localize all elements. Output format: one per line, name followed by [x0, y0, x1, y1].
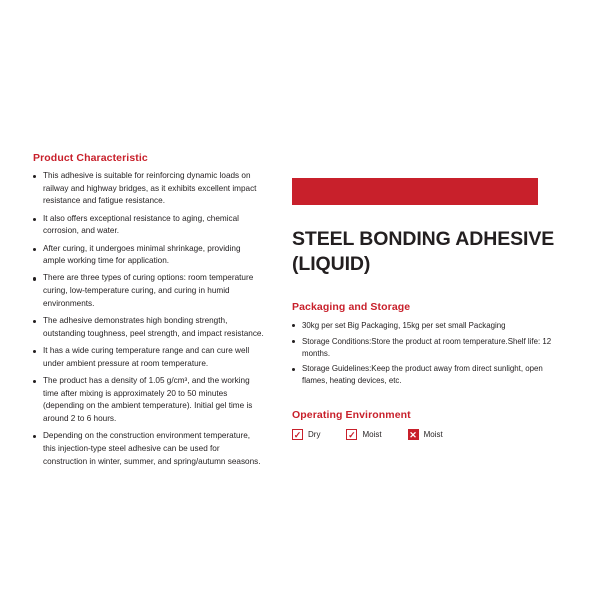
operating-environment-section: [292, 409, 568, 440]
section-title-packaging-and-storage: Packaging and Storage: [292, 300, 411, 313]
packaging-and-storage-list: [292, 320, 568, 387]
list-item: Storage Conditions:Store the product at room temperature.Shelf life: 12 months.: [292, 336, 568, 360]
check-icon: ✓: [293, 430, 302, 441]
list-item: 30kg per set Big Packaging, 15kg per set small Packaging: [292, 320, 568, 332]
accent-bar: [292, 178, 538, 205]
list-item: The adhesive demonstrates high bonding strength, outstanding toughness, peel strength, and impact resistance.: [33, 315, 265, 340]
list-item: It also offers exceptional resistance to aging, chemical corrosion, and water.: [33, 213, 265, 238]
product-info-panel: [292, 178, 568, 440]
packaging-and-storage-section: [292, 301, 568, 387]
operating-environment-row: [292, 429, 568, 440]
product-characteristic-section: [33, 152, 265, 473]
env-label: Dry: [308, 430, 321, 440]
list-item: It has a wide curing temperature range and can cure well under ambient pressure at room temperature.: [33, 345, 265, 370]
section-title-operating-environment: Operating Environment: [292, 409, 411, 422]
cross-icon: ✕: [409, 430, 417, 441]
section-title-product-characteristic: Product Characteristic: [33, 152, 148, 164]
list-item: The product has a density of 1.05 g/cm³, and the working time after mixing is approximately 20 to 50 minutes (depending on the ambient temperature). Initial gel time is around 2 to 6 hours.: [33, 375, 265, 426]
list-item: Storage Guidelines:Keep the product away from direct sunlight, open flames, heating devices, etc.: [292, 363, 568, 387]
env-item-moist-disallowed: [408, 429, 443, 440]
env-item-dry: [292, 429, 320, 440]
list-item: There are three types of curing options: room temperature curing, low-temperature curing, and curing in humid environments.: [33, 272, 265, 310]
list-item: Depending on the construction environment temperature, this injection-type steel adhesive can be used for construction in winter, summer, and spring/autumn seasons.: [33, 430, 265, 468]
env-label: Moist: [362, 430, 382, 440]
env-item-moist-allowed: [346, 429, 381, 440]
list-item: This adhesive is suitable for reinforcing dynamic loads on railway and highway bridges, as it exhibits excellent impact resistance and fatigue resistance.: [33, 170, 265, 208]
product-characteristic-list: [33, 170, 265, 468]
list-item: After curing, it undergoes minimal shrinkage, providing ample working time for application.: [33, 243, 265, 268]
check-icon: ✓: [348, 430, 356, 441]
env-label: Moist: [423, 430, 443, 440]
page-title: STEEL BONDING ADHESIVE (LIQUID): [292, 228, 555, 275]
